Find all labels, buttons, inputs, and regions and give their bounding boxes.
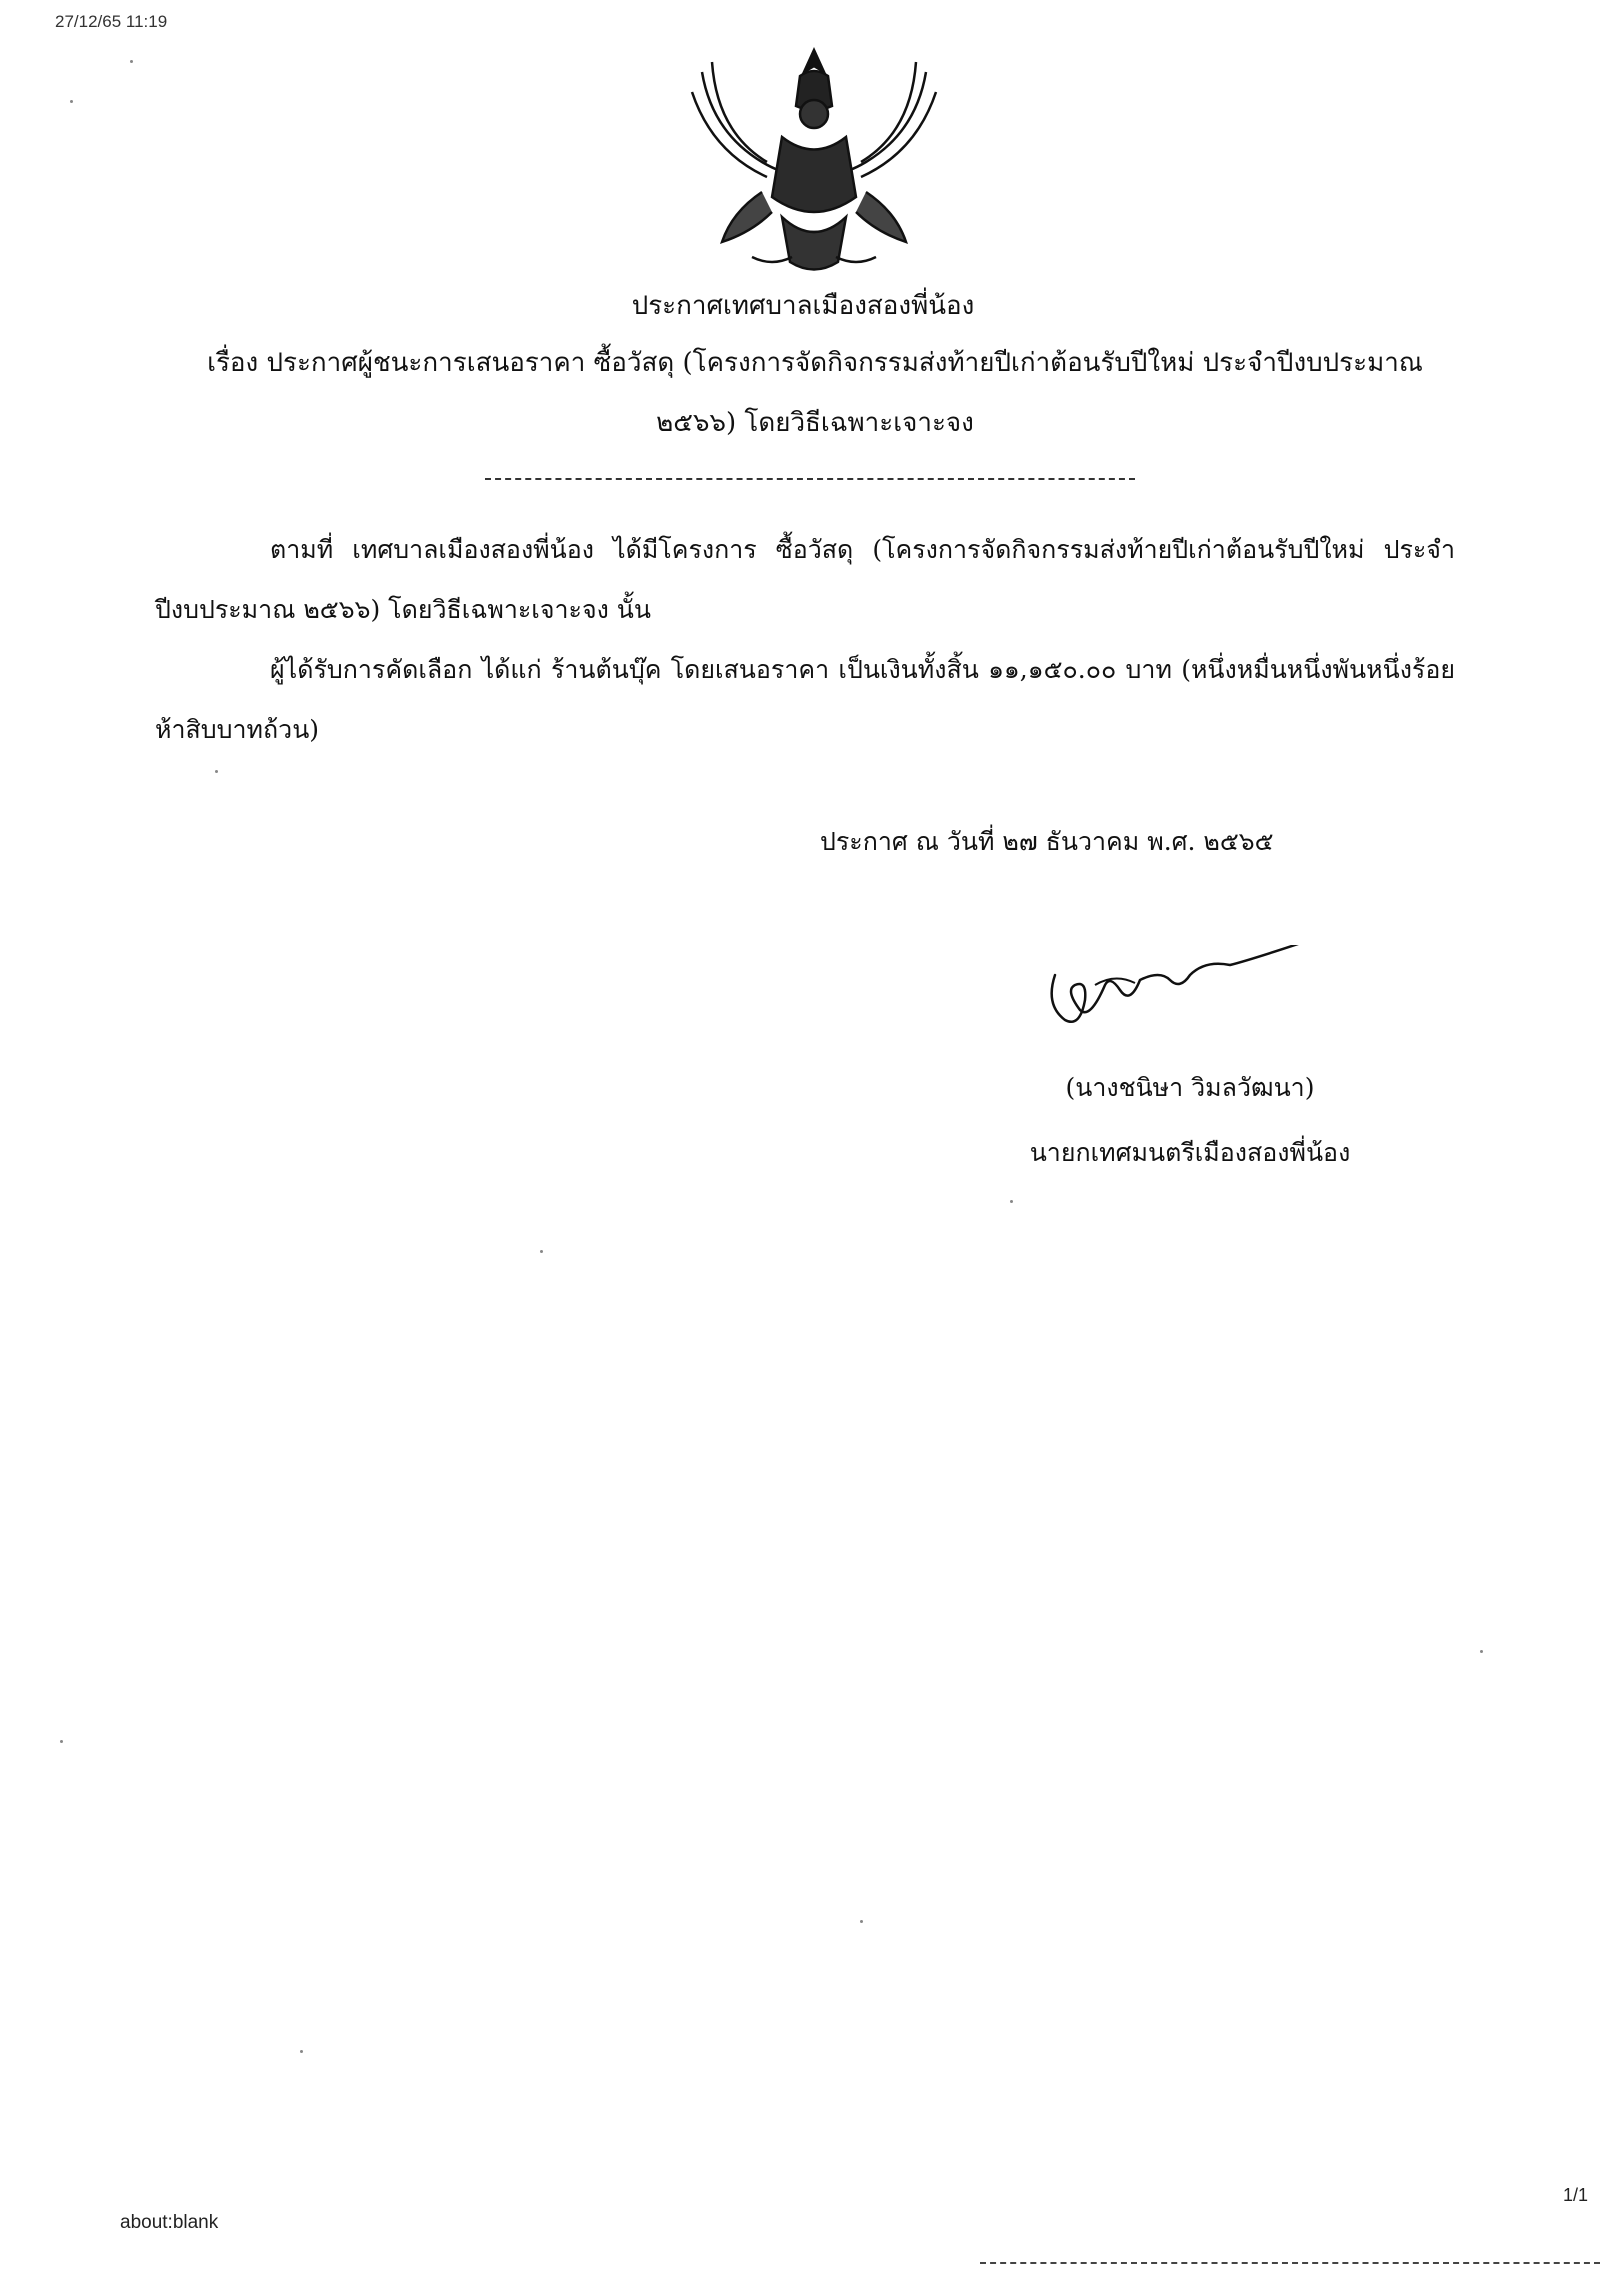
document-subject	[150, 333, 1480, 453]
print-header-datetime: 27/12/65 11:19	[55, 12, 168, 31]
announcement-date: ประกาศ ณ วันที่ ๒๗ ธันวาคม พ.ศ. ๒๕๖๕	[820, 827, 1274, 856]
scan-speck	[215, 770, 218, 773]
document-body	[155, 520, 1455, 760]
signer-position: นายกเทศมนตรีเมืองสองพี่น้อง	[1029, 1138, 1351, 1167]
handwritten-signature-icon	[1035, 945, 1325, 1035]
garuda-emblem-icon	[682, 42, 946, 282]
scan-speck	[70, 100, 73, 103]
body-paragraph-2: ผู้ได้รับการคัดเลือก ได้แก่ ร้านต้นบุ๊ค โดยเสนอราคา เป็นเงินทั้งสิ้น ๑๑,๑๕๐.๐๐ บาท (หนึ่งหมื่นหนึ่งพันหนึ่งร้อยห้าสิบบาทถ้วน)	[155, 655, 1455, 744]
subject-line-1: เรื่อง ประกาศผู้ชนะการเสนอราคา ซื้อวัสดุ (โครงการจัดกิจกรรมส่งท้ายปีเก่าต้อนรับปีใหม่ ประจำปีงบประมาณ	[207, 348, 1423, 378]
footer-scan-lines	[980, 2262, 1600, 2268]
scan-speck	[1010, 1200, 1013, 1203]
print-footer-page: 1/1	[1562, 2185, 1588, 2205]
title-divider	[485, 478, 1135, 480]
scan-speck	[60, 1740, 63, 1743]
document-title: ประกาศเทศบาลเมืองสองพี่น้อง	[631, 291, 975, 321]
body-paragraph-1: ตามที่ เทศบาลเมืองสองพี่น้อง ได้มีโครงการ ซื้อวัสดุ (โครงการจัดกิจกรรมส่งท้ายปีเก่าต้อนรับปีใหม่ ประจำปีงบประมาณ ๒๕๖๖) โดยวิธีเฉพาะเจาะจง นั้น	[155, 535, 1455, 624]
scan-speck	[1480, 1650, 1483, 1653]
scan-speck	[540, 1250, 543, 1253]
scan-speck	[130, 60, 133, 63]
scan-speck	[860, 1920, 863, 1923]
subject-line-2: ๒๕๖๖) โดยวิธีเฉพาะเจาะจง	[656, 408, 974, 438]
print-footer-url: about:blank	[120, 2212, 219, 2233]
scan-speck	[300, 2050, 303, 2053]
signer-name: (นางชนิษา วิมลวัฒนา)	[1065, 1073, 1315, 1102]
